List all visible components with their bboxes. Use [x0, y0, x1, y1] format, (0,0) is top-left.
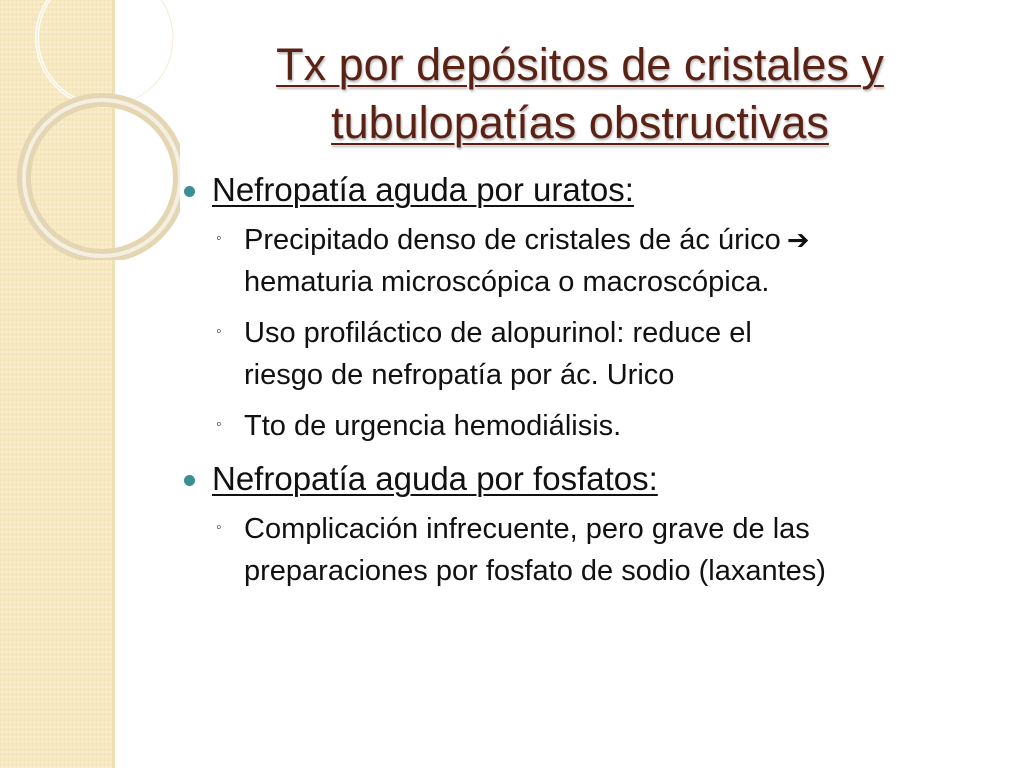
list-item-line-1: Tto de urgencia hemodiálisis. — [244, 410, 622, 442]
hollow-ring-bullet-icon: ◦ — [216, 230, 222, 247]
list-item — [178, 219, 998, 303]
decorative-rings-icon — [0, 0, 180, 260]
section-heading-fosfatos — [178, 459, 998, 499]
slide-title — [180, 36, 980, 152]
list-item-line-1: Uso profiláctico de alopurinol: reduce el — [244, 317, 752, 349]
section-heading-text: Nefropatía aguda por uratos: — [212, 171, 634, 208]
list-item-line-1: Complicación infrecuente, pero grave de las — [244, 513, 810, 545]
filled-circle-bullet-icon — [184, 475, 195, 486]
hollow-ring-bullet-icon: ◦ — [216, 519, 222, 536]
list-item-line-1: Precipitado denso de cristales de ác úrico — [244, 224, 781, 256]
list-item-line-2: preparaciones por fosfato de sodio (laxantes) — [244, 555, 826, 587]
list-item — [178, 508, 998, 592]
right-arrow-icon: ➔ — [786, 225, 810, 255]
slide-title-line-2: tubulopatías obstructivas — [331, 97, 829, 148]
list-item — [178, 405, 998, 447]
list-item-line-2: riesgo de nefropatía por ác. Urico — [244, 359, 675, 391]
section-heading-text: Nefropatía aguda por fosfatos: — [212, 460, 658, 497]
section-heading-uratos — [178, 170, 998, 210]
slide-body — [178, 170, 998, 592]
hollow-ring-bullet-icon: ◦ — [216, 323, 222, 340]
slide-title-line-1: Tx por depósitos de cristales y — [276, 39, 884, 90]
list-item-line-2: hematuria microscópica o macroscópica. — [244, 266, 770, 298]
filled-circle-bullet-icon — [184, 186, 195, 197]
list-item — [178, 312, 998, 396]
hollow-ring-bullet-icon: ◦ — [216, 416, 222, 433]
